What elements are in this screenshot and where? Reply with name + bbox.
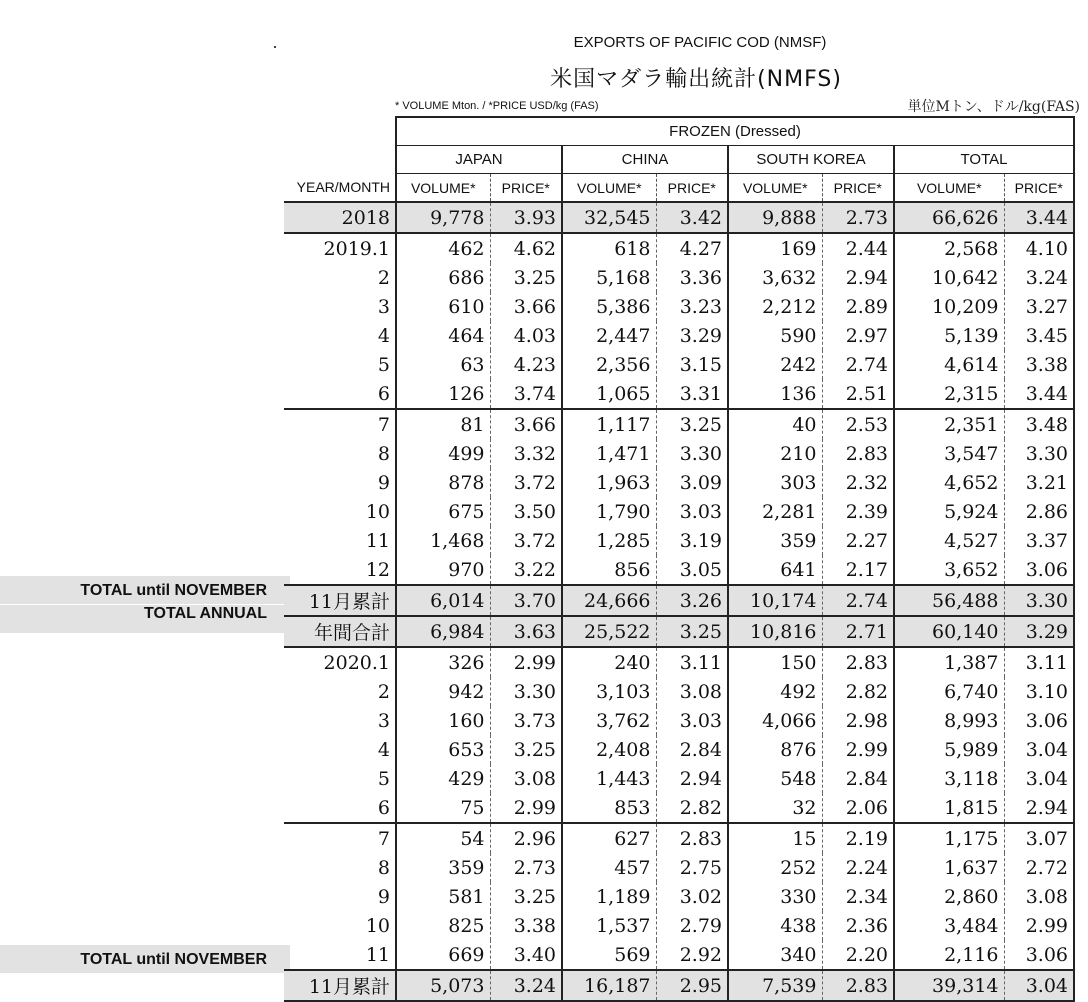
price-cell: 2.82 <box>656 793 728 823</box>
price-cell: 3.25 <box>490 882 562 911</box>
table-row <box>284 202 1074 233</box>
table-row <box>284 911 1074 940</box>
volume-cell: 15 <box>728 823 822 853</box>
price-cell: 3.38 <box>1004 350 1074 379</box>
price-cell: 3.70 <box>490 585 562 616</box>
volume-cell: 492 <box>728 677 822 706</box>
price-cell: 3.38 <box>490 911 562 940</box>
volume-cell: 4,614 <box>894 350 1004 379</box>
price-cell: 3.25 <box>490 735 562 764</box>
row-label: 9 <box>284 468 396 497</box>
table-row <box>284 585 1074 616</box>
row-label: 2 <box>284 263 396 292</box>
price-cell: 2.74 <box>822 350 894 379</box>
row-label: 年間合計 <box>284 616 396 647</box>
price-cell: 2.44 <box>822 233 894 263</box>
volume-cell: 4,527 <box>894 526 1004 555</box>
volume-cell: 32 <box>728 793 822 823</box>
volume-cell: 5,168 <box>562 263 656 292</box>
header-col: VOLUME* <box>396 174 490 203</box>
volume-cell: 126 <box>396 379 490 409</box>
volume-cell: 856 <box>562 555 656 585</box>
price-cell: 3.04 <box>1004 764 1074 793</box>
price-cell: 4.23 <box>490 350 562 379</box>
volume-cell: 6,740 <box>894 677 1004 706</box>
price-cell: 2.83 <box>656 823 728 853</box>
volume-cell: 1,468 <box>396 526 490 555</box>
volume-cell: 10,816 <box>728 616 822 647</box>
volume-cell: 499 <box>396 439 490 468</box>
row-label: 2019.1 <box>284 233 396 263</box>
volume-cell: 63 <box>396 350 490 379</box>
price-cell: 2.99 <box>490 793 562 823</box>
header-total: TOTAL <box>894 146 1074 174</box>
table-row <box>284 526 1074 555</box>
price-cell: 3.40 <box>490 940 562 970</box>
header-china: CHINA <box>562 146 728 174</box>
table-row <box>284 793 1074 823</box>
volume-cell: 1,537 <box>562 911 656 940</box>
price-cell: 3.03 <box>656 706 728 735</box>
volume-cell: 429 <box>396 764 490 793</box>
volume-cell: 2,351 <box>894 409 1004 439</box>
price-cell: 3.08 <box>1004 882 1074 911</box>
price-cell: 3.25 <box>656 616 728 647</box>
price-cell: 3.27 <box>1004 292 1074 321</box>
table-row <box>284 706 1074 735</box>
volume-cell: 210 <box>728 439 822 468</box>
price-cell: 2.20 <box>822 940 894 970</box>
price-cell: 3.29 <box>1004 616 1074 647</box>
table-row <box>284 853 1074 882</box>
volume-cell: 10,209 <box>894 292 1004 321</box>
price-cell: 2.79 <box>656 911 728 940</box>
price-cell: 3.29 <box>656 321 728 350</box>
price-cell: 3.72 <box>490 468 562 497</box>
price-cell: 2.83 <box>822 970 894 1001</box>
volume-cell: 9,888 <box>728 202 822 233</box>
volume-cell: 464 <box>396 321 490 350</box>
price-cell: 2.51 <box>822 379 894 409</box>
row-label: 12 <box>284 555 396 585</box>
table-row <box>284 735 1074 764</box>
volume-cell: 457 <box>562 853 656 882</box>
row-label: 7 <box>284 823 396 853</box>
price-cell: 2.95 <box>656 970 728 1001</box>
price-cell: 3.30 <box>490 677 562 706</box>
price-cell: 2.96 <box>490 823 562 853</box>
volume-cell: 303 <box>728 468 822 497</box>
price-cell: 2.92 <box>656 940 728 970</box>
volume-cell: 242 <box>728 350 822 379</box>
price-cell: 2.86 <box>1004 497 1074 526</box>
volume-cell: 3,103 <box>562 677 656 706</box>
volume-cell: 5,386 <box>562 292 656 321</box>
header-col: VOLUME* <box>728 174 822 203</box>
table-row <box>284 555 1074 585</box>
row-label: 11 <box>284 940 396 970</box>
price-cell: 2.39 <box>822 497 894 526</box>
table-row <box>284 233 1074 263</box>
price-cell: 4.10 <box>1004 233 1074 263</box>
volume-cell: 1,285 <box>562 526 656 555</box>
volume-cell: 1,175 <box>894 823 1004 853</box>
header-col: PRICE* <box>822 174 894 203</box>
price-cell: 3.25 <box>656 409 728 439</box>
volume-cell: 581 <box>396 882 490 911</box>
table-row <box>284 409 1074 439</box>
price-cell: 2.19 <box>822 823 894 853</box>
volume-cell: 4,066 <box>728 706 822 735</box>
volume-cell: 169 <box>728 233 822 263</box>
price-cell: 3.04 <box>1004 970 1074 1001</box>
volume-cell: 3,484 <box>894 911 1004 940</box>
volume-cell: 618 <box>562 233 656 263</box>
price-cell: 2.17 <box>822 555 894 585</box>
header-row-columns <box>284 174 1074 203</box>
table-row <box>284 292 1074 321</box>
header-row-frozen <box>284 117 1074 146</box>
row-label: 7 <box>284 409 396 439</box>
volume-cell: 942 <box>396 677 490 706</box>
price-cell: 3.11 <box>1004 647 1074 677</box>
volume-cell: 81 <box>396 409 490 439</box>
price-cell: 3.06 <box>1004 555 1074 585</box>
price-cell: 2.73 <box>822 202 894 233</box>
price-cell: 2.73 <box>490 853 562 882</box>
row-label: 3 <box>284 706 396 735</box>
volume-cell: 66,626 <box>894 202 1004 233</box>
header-col: PRICE* <box>490 174 562 203</box>
price-cell: 3.08 <box>490 764 562 793</box>
volume-cell: 136 <box>728 379 822 409</box>
volume-cell: 54 <box>396 823 490 853</box>
price-cell: 3.93 <box>490 202 562 233</box>
table-row <box>284 321 1074 350</box>
volume-cell: 1,065 <box>562 379 656 409</box>
volume-cell: 39,314 <box>894 970 1004 1001</box>
price-cell: 3.25 <box>490 263 562 292</box>
price-cell: 2.97 <box>822 321 894 350</box>
label-total-until-november-2020: TOTAL until NOVEMBER <box>80 951 267 968</box>
price-cell: 3.06 <box>1004 940 1074 970</box>
volume-cell: 3,762 <box>562 706 656 735</box>
volume-cell: 1,963 <box>562 468 656 497</box>
price-cell: 2.94 <box>656 764 728 793</box>
price-cell: 3.73 <box>490 706 562 735</box>
price-cell: 3.23 <box>656 292 728 321</box>
price-cell: 3.45 <box>1004 321 1074 350</box>
price-cell: 3.24 <box>490 970 562 1001</box>
header-col: VOLUME* <box>894 174 1004 203</box>
volume-cell: 2,356 <box>562 350 656 379</box>
header-col: PRICE* <box>1004 174 1074 203</box>
volume-cell: 5,139 <box>894 321 1004 350</box>
volume-cell: 16,187 <box>562 970 656 1001</box>
row-label: 2 <box>284 677 396 706</box>
volume-cell: 40 <box>728 409 822 439</box>
row-label: 3 <box>284 292 396 321</box>
price-cell: 4.27 <box>656 233 728 263</box>
volume-cell: 60,140 <box>894 616 1004 647</box>
volume-cell: 3,652 <box>894 555 1004 585</box>
price-cell: 3.44 <box>1004 379 1074 409</box>
volume-cell: 359 <box>728 526 822 555</box>
volume-cell: 6,014 <box>396 585 490 616</box>
volume-cell: 2,315 <box>894 379 1004 409</box>
price-cell: 3.50 <box>490 497 562 526</box>
price-cell: 3.10 <box>1004 677 1074 706</box>
volume-cell: 10,174 <box>728 585 822 616</box>
price-cell: 3.06 <box>1004 706 1074 735</box>
volume-cell: 2,568 <box>894 233 1004 263</box>
row-label: 8 <box>284 439 396 468</box>
volume-cell: 1,443 <box>562 764 656 793</box>
table-row <box>284 350 1074 379</box>
units-note-japanese: 単位Mトン、ドル/kg(FAS) <box>907 99 1080 115</box>
volume-cell: 653 <box>396 735 490 764</box>
row-label: 11 <box>284 526 396 555</box>
volume-cell: 7,539 <box>728 970 822 1001</box>
price-cell: 2.74 <box>822 585 894 616</box>
volume-cell: 876 <box>728 735 822 764</box>
price-cell: 3.09 <box>656 468 728 497</box>
price-cell: 3.42 <box>656 202 728 233</box>
row-label: 11月累計 <box>284 585 396 616</box>
volume-cell: 330 <box>728 882 822 911</box>
volume-cell: 10,642 <box>894 263 1004 292</box>
scan-speck <box>274 46 276 48</box>
price-cell: 2.32 <box>822 468 894 497</box>
header-col: PRICE* <box>656 174 728 203</box>
volume-cell: 970 <box>396 555 490 585</box>
price-cell: 3.63 <box>490 616 562 647</box>
price-cell: 3.26 <box>656 585 728 616</box>
volume-cell: 32,545 <box>562 202 656 233</box>
price-cell: 3.02 <box>656 882 728 911</box>
price-cell: 2.34 <box>822 882 894 911</box>
volume-cell: 3,118 <box>894 764 1004 793</box>
price-cell: 3.72 <box>490 526 562 555</box>
price-cell: 3.05 <box>656 555 728 585</box>
exports-table <box>284 116 1075 1002</box>
volume-cell: 5,073 <box>396 970 490 1001</box>
row-label: 5 <box>284 350 396 379</box>
price-cell: 3.04 <box>1004 735 1074 764</box>
volume-cell: 340 <box>728 940 822 970</box>
volume-cell: 3,547 <box>894 439 1004 468</box>
volume-cell: 5,989 <box>894 735 1004 764</box>
price-cell: 3.32 <box>490 439 562 468</box>
table-row <box>284 497 1074 526</box>
price-cell: 2.71 <box>822 616 894 647</box>
volume-cell: 2,116 <box>894 940 1004 970</box>
price-cell: 3.19 <box>656 526 728 555</box>
price-cell: 2.83 <box>822 647 894 677</box>
table-row <box>284 379 1074 409</box>
volume-cell: 675 <box>396 497 490 526</box>
price-cell: 3.37 <box>1004 526 1074 555</box>
row-label: 4 <box>284 735 396 764</box>
volume-cell: 1,471 <box>562 439 656 468</box>
volume-cell: 438 <box>728 911 822 940</box>
price-cell: 3.07 <box>1004 823 1074 853</box>
price-cell: 3.30 <box>1004 585 1074 616</box>
price-cell: 3.22 <box>490 555 562 585</box>
price-cell: 2.99 <box>822 735 894 764</box>
volume-cell: 825 <box>396 911 490 940</box>
price-cell: 2.84 <box>656 735 728 764</box>
volume-cell: 2,408 <box>562 735 656 764</box>
price-cell: 3.24 <box>1004 263 1074 292</box>
header-frozen: FROZEN (Dressed) <box>396 117 1074 146</box>
header-year-month: YEAR/MONTH <box>284 174 396 203</box>
volume-cell: 56,488 <box>894 585 1004 616</box>
table-row <box>284 647 1074 677</box>
price-cell: 3.08 <box>656 677 728 706</box>
header-south-korea: SOUTH KOREA <box>728 146 894 174</box>
volume-cell: 252 <box>728 853 822 882</box>
volume-cell: 853 <box>562 793 656 823</box>
volume-cell: 462 <box>396 233 490 263</box>
price-cell: 2.36 <box>822 911 894 940</box>
volume-cell: 150 <box>728 647 822 677</box>
price-cell: 2.75 <box>656 853 728 882</box>
volume-cell: 590 <box>728 321 822 350</box>
volume-cell: 2,281 <box>728 497 822 526</box>
price-cell: 2.99 <box>1004 911 1074 940</box>
volume-cell: 160 <box>396 706 490 735</box>
volume-cell: 75 <box>396 793 490 823</box>
volume-cell: 548 <box>728 764 822 793</box>
volume-cell: 6,984 <box>396 616 490 647</box>
table-row <box>284 439 1074 468</box>
volume-cell: 1,815 <box>894 793 1004 823</box>
label-total-annual: TOTAL ANNUAL <box>144 605 267 622</box>
price-cell: 2.53 <box>822 409 894 439</box>
price-cell: 2.82 <box>822 677 894 706</box>
volume-cell: 2,212 <box>728 292 822 321</box>
price-cell: 3.48 <box>1004 409 1074 439</box>
price-cell: 3.66 <box>490 292 562 321</box>
price-cell: 3.30 <box>656 439 728 468</box>
price-cell: 3.31 <box>656 379 728 409</box>
price-cell: 2.94 <box>822 263 894 292</box>
row-label: 6 <box>284 793 396 823</box>
volume-cell: 686 <box>396 263 490 292</box>
title-english: EXPORTS OF PACIFIC COD (NMSF) <box>573 34 827 51</box>
price-cell: 3.30 <box>1004 439 1074 468</box>
volume-cell: 878 <box>396 468 490 497</box>
price-cell: 3.11 <box>656 647 728 677</box>
price-cell: 2.99 <box>490 647 562 677</box>
volume-cell: 8,993 <box>894 706 1004 735</box>
table-row <box>284 882 1074 911</box>
price-cell: 3.15 <box>656 350 728 379</box>
price-cell: 2.94 <box>1004 793 1074 823</box>
volume-cell: 610 <box>396 292 490 321</box>
volume-cell: 3,632 <box>728 263 822 292</box>
price-cell: 2.84 <box>822 764 894 793</box>
row-label: 9 <box>284 882 396 911</box>
volume-cell: 641 <box>728 555 822 585</box>
table-row <box>284 616 1074 647</box>
header-japan: JAPAN <box>396 146 562 174</box>
volume-cell: 1,387 <box>894 647 1004 677</box>
price-cell: 2.24 <box>822 853 894 882</box>
price-cell: 3.66 <box>490 409 562 439</box>
units-note-english: * VOLUME Mton. / *PRICE USD/kg (FAS) <box>395 100 599 112</box>
volume-cell: 4,652 <box>894 468 1004 497</box>
volume-cell: 25,522 <box>562 616 656 647</box>
table-row <box>284 677 1074 706</box>
table-row <box>284 940 1074 970</box>
table-body <box>284 202 1074 1001</box>
title-japanese: 米国マダラ輸出統計(NMFS) <box>550 67 842 92</box>
price-cell: 4.62 <box>490 233 562 263</box>
volume-cell: 240 <box>562 647 656 677</box>
volume-cell: 2,447 <box>562 321 656 350</box>
volume-cell: 1,637 <box>894 853 1004 882</box>
header-row-groups <box>284 146 1074 174</box>
price-cell: 2.83 <box>822 439 894 468</box>
volume-cell: 24,666 <box>562 585 656 616</box>
volume-cell: 5,924 <box>894 497 1004 526</box>
price-cell: 3.03 <box>656 497 728 526</box>
volume-cell: 1,117 <box>562 409 656 439</box>
row-label: 2020.1 <box>284 647 396 677</box>
volume-cell: 1,790 <box>562 497 656 526</box>
volume-cell: 9,778 <box>396 202 490 233</box>
price-cell: 2.98 <box>822 706 894 735</box>
price-cell: 3.21 <box>1004 468 1074 497</box>
volume-cell: 569 <box>562 940 656 970</box>
table-row <box>284 764 1074 793</box>
row-label: 5 <box>284 764 396 793</box>
volume-cell: 2,860 <box>894 882 1004 911</box>
row-label: 4 <box>284 321 396 350</box>
table-row <box>284 823 1074 853</box>
volume-cell: 326 <box>396 647 490 677</box>
volume-cell: 1,189 <box>562 882 656 911</box>
volume-cell: 627 <box>562 823 656 853</box>
price-cell: 3.36 <box>656 263 728 292</box>
header-col: VOLUME* <box>562 174 656 203</box>
table-row <box>284 970 1074 1001</box>
price-cell: 3.44 <box>1004 202 1074 233</box>
price-cell: 3.74 <box>490 379 562 409</box>
table-row <box>284 468 1074 497</box>
price-cell: 2.27 <box>822 526 894 555</box>
table-row <box>284 263 1074 292</box>
row-label: 2018 <box>284 202 396 233</box>
volume-cell: 669 <box>396 940 490 970</box>
price-cell: 2.89 <box>822 292 894 321</box>
volume-cell: 359 <box>396 853 490 882</box>
price-cell: 4.03 <box>490 321 562 350</box>
row-label: 6 <box>284 379 396 409</box>
row-label: 10 <box>284 497 396 526</box>
row-label: 11月累計 <box>284 970 396 1001</box>
label-total-until-november-2019: TOTAL until NOVEMBER <box>80 582 267 599</box>
row-label: 8 <box>284 853 396 882</box>
price-cell: 2.06 <box>822 793 894 823</box>
price-cell: 2.72 <box>1004 853 1074 882</box>
row-label: 10 <box>284 911 396 940</box>
